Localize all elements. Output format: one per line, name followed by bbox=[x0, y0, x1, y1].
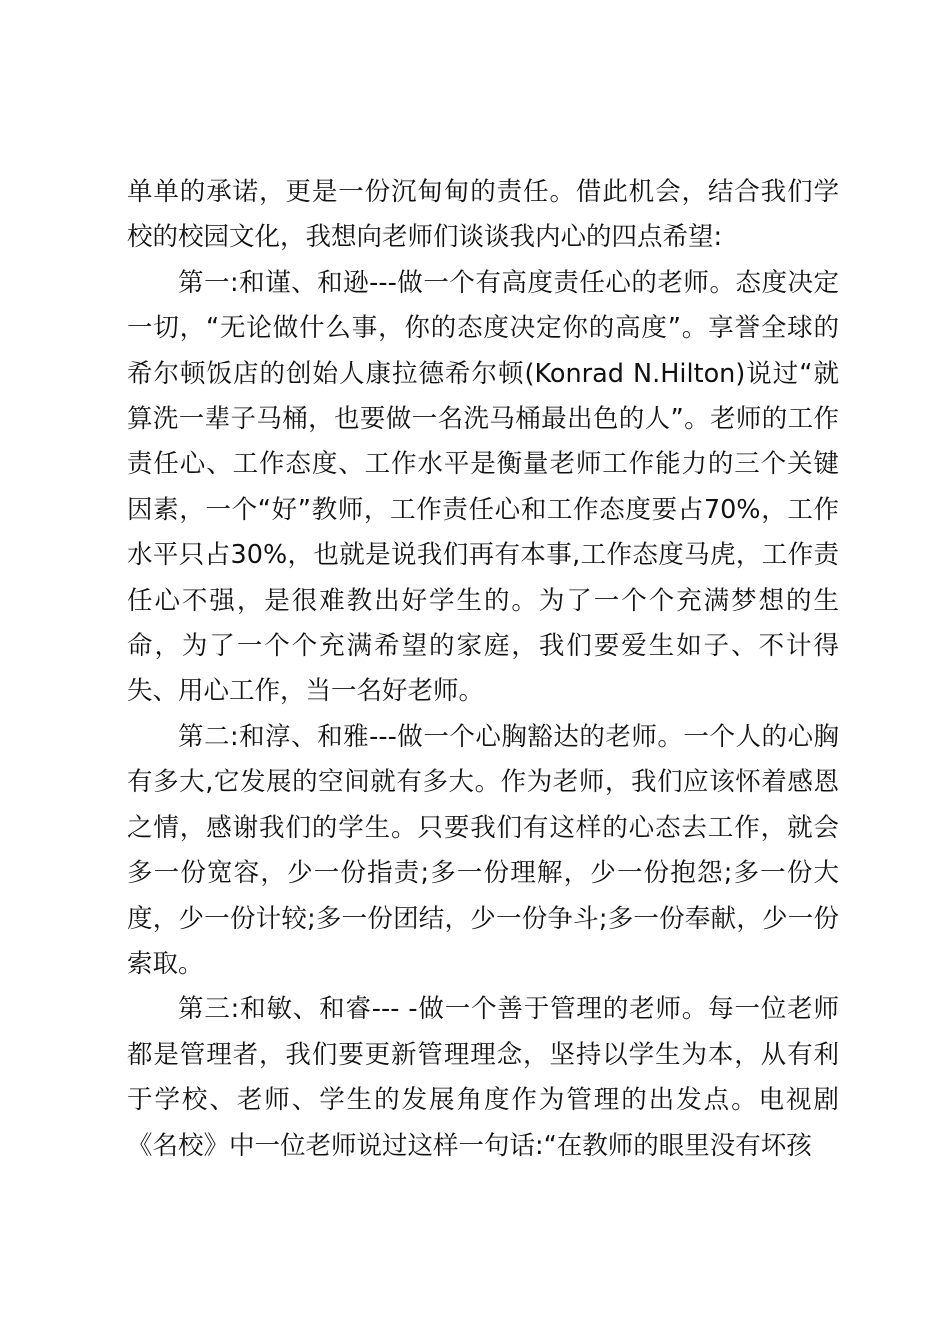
paragraph-third-hope: 第三:和敏、和睿--- -做一个善于管理的老师。每一位老师都是管理者，我们要更新管理理念，坚持以学生为本，从有利于学校、老师、学生的发展角度作为管理的出发点。电视剧《名校》中一位老师说过这样一句话:“在教师的眼里没有坏孩 bbox=[127, 994, 839, 1161]
body-text bbox=[127, 170, 839, 1169]
paragraph-first-hope: 第一:和谨、和逊---做一个有高度责任心的老师。态度决定一切，“无论做什么事，你的态度决定你的高度”。享誉全球的希尔顿饭店的创始人康拉德希尔顿(Konrad N.Hilton)说过“就算洗一辈子马桶，也要做一名洗马桶最出色的人”。老师的工作责任心、工作态度、工作水平是衡量老师工作能力的三个关键因素，一个“好”教师，工作责任心和工作态度要占70%，工作水平只占30%，也就是说我们再有本事,工作态度马虎，工作责任心不强，是很难教出好学生的。为了一个个充满梦想的生命，为了一个个充满希望的家庭，我们要爱生如子、不计得失、用心工作，当一名好老师。 bbox=[127, 267, 839, 707]
paragraph-intro: 单单的承诺，更是一份沉甸甸的责任。借此机会，结合我们学校的校园文化，我想向老师们谈谈我内心的四点希望: bbox=[127, 177, 839, 253]
paragraph-second-hope: 第二:和淳、和雅---做一个心胸豁达的老师。一个人的心胸有多大,它发展的空间就有多大。作为老师，我们应该怀着感恩之情，感谢我们的学生。只要我们有这样的心态去工作，就会多一份宽容，少一份指责;多一份理解，少一份抱怨;多一份大度，少一份计较;多一份团结，少一份争斗;多一份奉献，少一份索取。 bbox=[127, 721, 839, 979]
